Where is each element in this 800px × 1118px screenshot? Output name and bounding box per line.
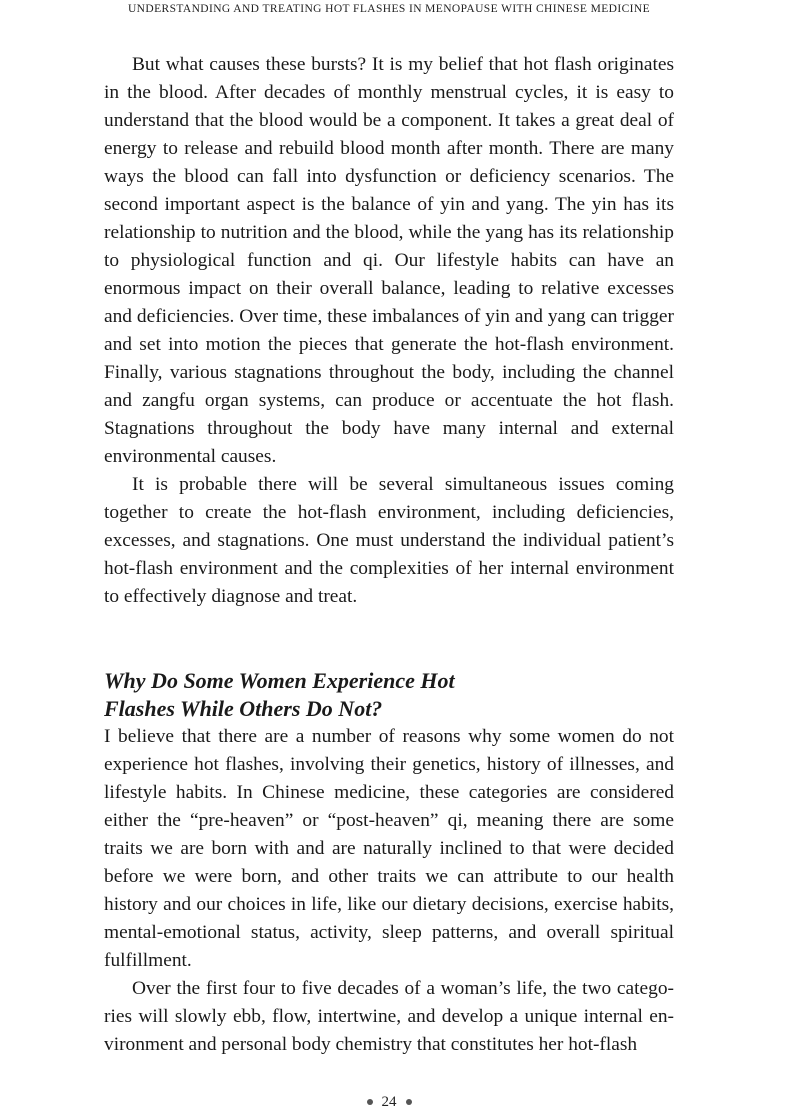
page-number: 24 — [381, 1094, 397, 1110]
paragraph-decades: Over the first four to five decades of a woman’s life, the two categories will slowly ebb, flow, intertwine, and develop a unique internal environment and personal body chemistry that constitutes her hot-flash — [104, 978, 674, 1055]
running-header: UNDERSTANDING AND TREATING HOT FLASHES IN MENOPAUSE WITH CHINESE MEDICINE — [127, 3, 651, 15]
page-footer — [0, 1094, 778, 1111]
paragraph-reasons: I believe that there are a number of reasons why some women do not experience hot flashes, involving their genetics, history of illnesses, and lifestyle habits. In Chinese medicine, these categories are considered either the “pre-heaven” or “post-heaven” qi, meaning there are some traits we are born with and are naturally inclined to that were decided before we were born, and other traits we can attribute to our health history and our choices in life, like our dietary decisions, exercise habits, mental-emotional status, activity, sleep patterns, and overall spiritual fulfillment. — [104, 726, 674, 971]
bullet-left-icon — [367, 1099, 373, 1105]
paragraph-causes: But what causes these bursts? It is my belief that hot flash originates in the blood. After decades of monthly menstrual cycles, it is easy to understand that the blood would be a component. It takes a great deal of energy to release and rebuild blood month after month. There are many ways the blood can fall into dysfunction or deficiency scenarios. The second important aspect is the balance of yin and yang. The yin has its relationship to nutrition and the blood, while the yang has its relationship to physiological function and qi. Our lifestyle habits can have an enormous impact on their overall balance, leading to relative excesses and deficiencies. Over time, these imbalances of yin and yang can trigger and set into motion the pieces that generate the hot-flash environment. Finally, various stagnations throughout the body, including the channel and zangfu organ systems, can produce or accentuate the hot flash. Stagnations throughout the body have many internal and external environmental causes. — [104, 54, 674, 467]
page-body — [104, 51, 674, 1059]
bullet-right-icon — [406, 1099, 412, 1105]
paragraph-simultaneous-issues: It is probable there will be several simultaneous issues coming together to create the hot-flash environment, including deficiencies, excesses, and stagnations. One must understand the individual patient’s hot-flash environment and the complexities of her internal environment to effectively diagnose and treat. — [104, 474, 674, 607]
section-heading: Why Do Some Women Experience Hot Flashes While Others Do Not? — [104, 668, 455, 721]
